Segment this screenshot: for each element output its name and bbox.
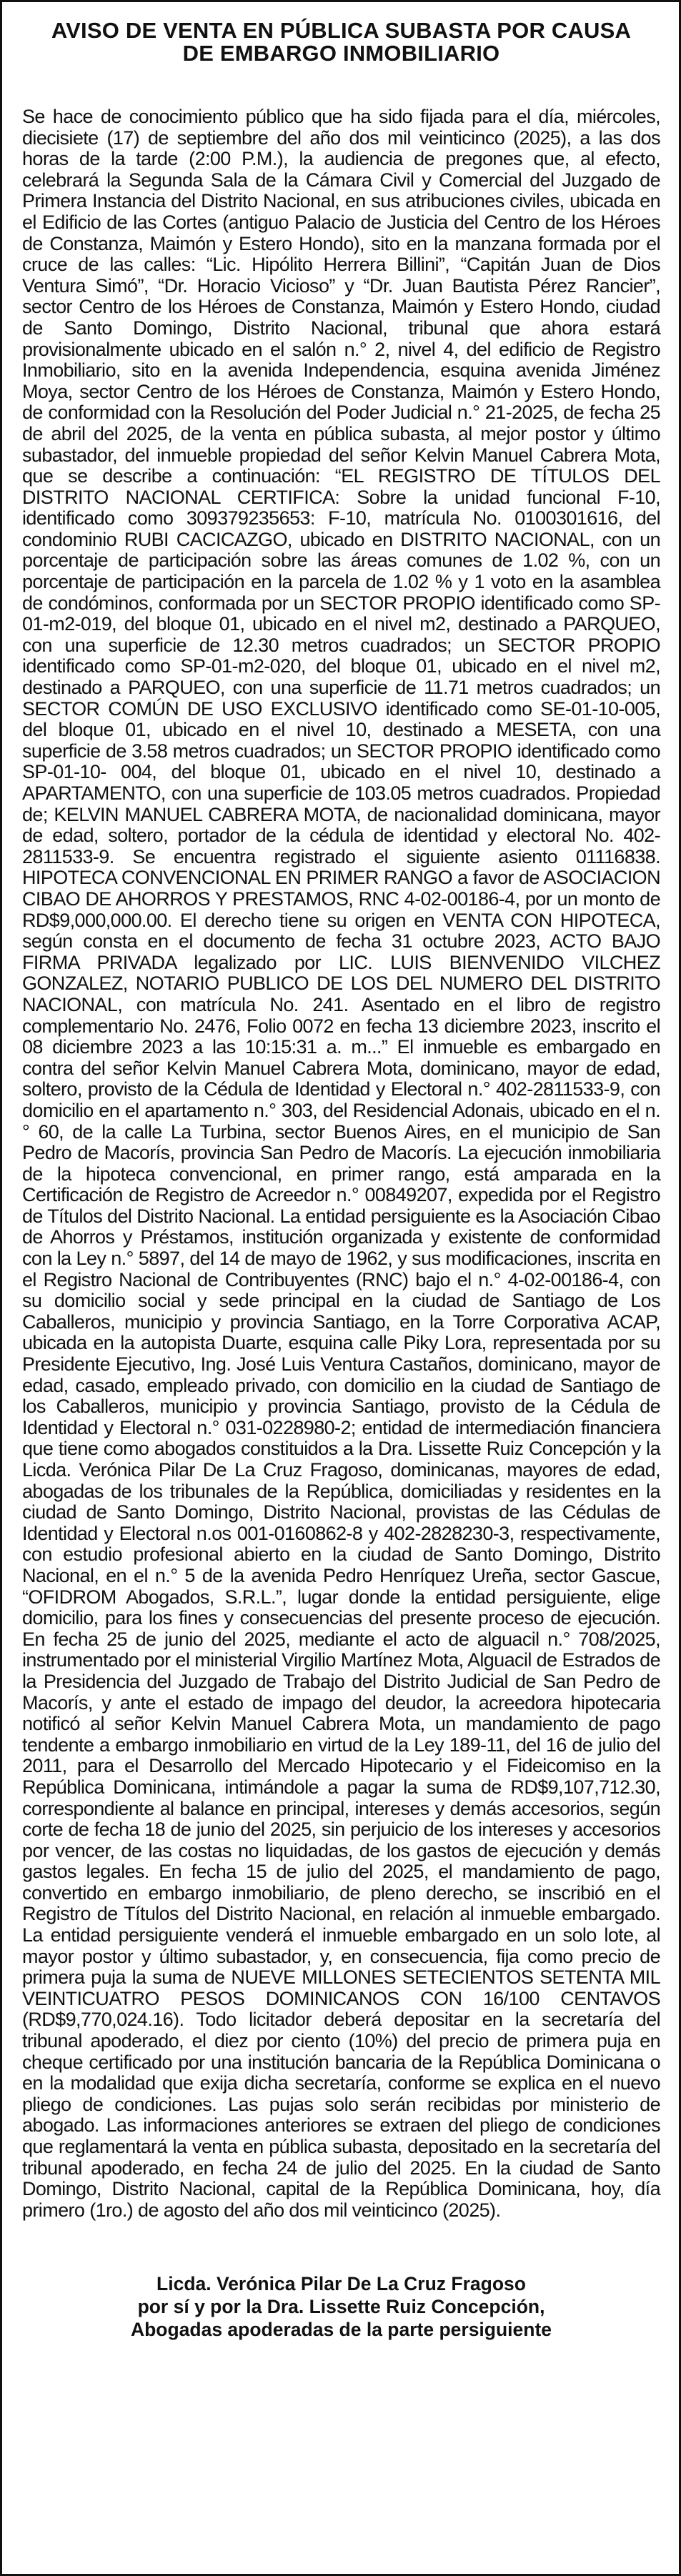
notice-title xyxy=(22,19,660,65)
signature-line-1: Licda. Verónica Pilar De La Cruz Fragoso xyxy=(156,2273,526,2295)
notice-body: Se hace de conocimiento público que ha sido fijada para el día, miércoles, diecisiete (17) de septiembre del año dos mil veinticinco (2025), a las dos horas de la tarde (2:00 P.M.), la audiencia de pregones que, al efecto, celebrará la Segunda Sala de la Cámara Civil y Comercial del Juzgado de Primera Instancia del Distrito Nacional, en sus atribuciones civiles, ubicada en el Edificio de las Cortes (antiguo Palacio de Justicia del Centro de los Héroes de Constanza, Maimón y Estero Hondo), sito en la manzana formada por el cruce de las calles: “Lic. Hipólito Herrera Billini”, “Capitán Juan de Dios Ventura Simó”, “Dr. Horacio Vicioso” y “Dr. Juan Bautista Pérez Rancier”, sector Centro de los Héroes de Constanza, Maimón y Estero Hondo, ciudad de Santo Domingo, Distrito Nacional, tribunal que ahora estará provisionalmente ubicado en el salón n.° 2, nivel 4, del edificio de Registro Inmobiliario, sito en la avenida Independencia, esquina avenida Jiménez Moya, sector Centro de los Héroes de Constanza, Maimón y Estero Hondo, de conformidad con la Resolución del Poder Judicial n.° 21-2025, de fecha 25 de abril del 2025, de la venta en pública subasta, al mejor postor y último subastador, del inmueble propiedad del señor Kelvin Manuel Cabrera Mota, que se describe a continuación: “EL REGISTRO DE TÍTULOS DEL DISTRITO NACIONAL CERTIFICA: Sobre la unidad funcional F-10, identificado como 309379235653: F-10, matrícula No. 0100301616, del condominio RUBI CACICAZGO, ubicado en DISTRITO NACIONAL, con un porcentaje de participación sobre las áreas comunes de 1.02 %, con un porcentaje de participación en la parcela de 1.02 % y 1 voto en la asamblea de condóminos, conformada por un SECTOR PROPIO identificado como SP-01-m2-019, del bloque 01, ubicado en el nivel m2, destinado a PARQUEO, con una superficie de 12.30 metros cuadrados; un SECTOR PROPIO identificado como SP-01-m2-020, del bloque 01, ubicado en el nivel m2, destinado a PARQUEO, con una superficie de 11.71 metros cuadrados; un SECTOR COMÚN DE USO EXCLUSIVO identificado como SE-01-10-005, del bloque 01, ubicado en el nivel 10, destinado a MESETA, con una superficie de 3.58 metros cuadrados; un SECTOR PROPIO identificado como SP-01-10- 004, del bloque 01, ubicado en el nivel 10, destinado a APARTAMENTO, con una superficie de 103.05 metros cuadrados. Propiedad de; KELVIN MANUEL CABRERA MOTA, de nacionalidad dominicana, mayor de edad, soltero, portador de la cédula de identidad y electoral No. 402-2811533-9. Se encuentra registrado el siguiente asiento 01116838. HIPOTECA CONVENCIONAL EN PRIMER RANGO a favor de ASOCIACION CIBAO DE AHORROS Y PRESTAMOS, RNC 4-02-00186-4, por un monto de RD$9,000,000.00. El derecho tiene su origen en VENTA CON HIPOTECA, según consta en el documento de fecha 31 octubre 2023, ACTO BAJO FIRMA PRIVADA legalizado por LIC. LUIS BIENVENIDO VILCHEZ GONZALEZ, NOTARIO PUBLICO DE LOS DEL NUMERO DEL DISTRITO NACIONAL, con matrícula No. 241. Asentado en el libro de registro complementario No. 2476, Folio 0072 en fecha 13 diciembre 2023, inscrito el 08 diciembre 2023 a las 10:15:31 a. m...” El inmueble es embargado en contra del señor Kelvin Manuel Cabrera Mota, dominicano, mayor de edad, soltero, provisto de la Cédula de Identidad y Electoral n.° 402-2811533-9, con domicilio en el apartamento n.° 303, del Residencial Adonais, ubicado en el n.° 60, de la calle La Turbina, sector Buenos Aires, en el municipio de San Pedro de Macorís, provincia San Pedro de Macorís. La ejecución inmobiliaria de la hipoteca convencional, en primer rango, está amparada en la Certificación de Registro de Acreedor n.° 00849207, expedida por el Registro de Títulos del Distrito Nacional. La entidad persiguiente es la Asociación Cibao de Ahorros y Préstamos, institución organizada y existente de conformidad con la Ley n.° 5897, del 14 de mayo de 1962, y sus modificaciones, inscrita en el Registro Nacional de Contribuyentes (RNC) bajo el n.° 4-02-00186-4, con su domicilio social y sede principal en la ciudad de Santiago de Los Caballeros, municipio y provincia Santiago, en la Torre Corporativa ACAP, ubicada en la autopista Duarte, esquina calle Piky Lora, representada por su Presidente Ejecutivo, Ing. José Luis Ventura Castaños, dominicano, mayor de edad, casado, empleado privado, con domicilio en la ciudad de Santiago de los Caballeros, municipio y provincia Santiago, provisto de la Cédula de Identidad y Electoral n.° 031-0228980-2; entidad de intermediación financiera que tiene como abogados constituidos a la Dra. Lissette Ruiz Concepción y la Licda. Verónica Pilar De La Cruz Fragoso, dominicanas, mayores de edad, abogadas de los tribunales de la República, domiciliadas y residentes en la ciudad de Santo Domingo, Distrito Nacional, provistas de las Cédulas de Identidad y Electoral n.os 001-0160862-8 y 402-2828230-3, respectivamente, con estudio profesional abierto en la ciudad de Santo Domingo, Distrito Nacional, en el n.° 5 de la avenida Pedro Henríquez Ureña, sector Gascue, “OFIDROM Abogados, S.R.L.”, lugar donde la entidad persiguiente, elige domicilio, para los fines y consecuencias del presente proceso de ejecución. En fecha 25 de junio del 2025, mediante el acto de alguacil n.° 708/2025, instrumentado por el ministerial Virgilio Martínez Mota, Alguacil de Estrados de la Presidencia del Juzgado de Trabajo del Distrito Judicial de San Pedro de Macorís, y ante el estado de impago del deudor, la acreedora hipotecaria notificó al señor Kelvin Manuel Cabrera Mota, un mandamiento de pago tendente a embargo inmobiliario en virtud de la Ley 189-11, del 16 de julio del 2011, para el Desarrollo del Mercado Hipotecario y el Fideicomiso en la República Dominicana, intimándole a pagar la suma de RD$9,107,712.30, correspondiente al balance en principal, intereses y demás accesorios, según corte de fecha 18 de junio del 2025, sin perjuicio de los intereses y accesorios por vencer, de las costas no liquidadas, de los gastos de ejecución y demás gastos legales. En fecha 15 de julio del 2025, el mandamiento de pago, convertido en embargo inmobiliario, de pleno derecho, se inscribió en el Registro de Títulos del Distrito Nacional, en relación al inmueble embargado. La entidad persiguiente venderá el inmueble embargado en un solo lote, al mayor postor y último subastador, y, en consecuencia, fija como precio de primera puja la suma de NUEVE MILLONES SETECIENTOS SETENTA MIL VEINTICUATRO PESOS DOMINICANOS CON 16/100 CENTAVOS (RD$9,770,024.16). Todo licitador deberá depositar en la secretaría del tribunal apoderado, el diez por ciento (10%) del precio de primera puja en cheque certificado por una institución bancaria de la República Dominicana o en la modalidad que exija dicha secretaría, conforme se explica en el nuevo pliego de condiciones. Las pujas solo serán recibidas por ministerio de abogado. Las informaciones anteriores se extraen del pliego de condiciones que reglamentará la venta en pública subasta, depositado en la secretaría del tribunal apoderado, en fecha 24 de julio del 2025. En la ciudad de Santo Domingo, Distrito Nacional, capital de la República Dominicana, hoy, día primero (1ro.) de agosto del año dos mil veinticinco (2025). xyxy=(22,106,660,2221)
notice-title-line-2: DE EMBARGO INMOBILIARIO xyxy=(182,41,500,66)
notice-title-line-1: AVISO DE VENTA EN PÚBLICA SUBASTA POR CAUSA xyxy=(51,18,632,43)
signature-block xyxy=(22,2272,660,2341)
signature-line-2: por sí y por la Dra. Lissette Ruiz Concepción, xyxy=(137,2296,545,2318)
signature-line-3: Abogadas apoderadas de la parte persiguiente xyxy=(130,2319,552,2341)
